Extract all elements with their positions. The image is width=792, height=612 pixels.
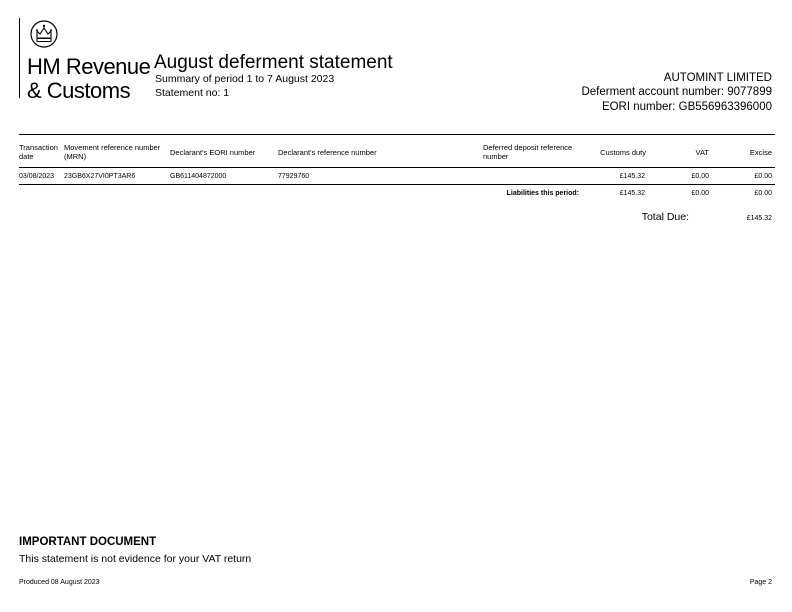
statement-number: Statement no: 1	[155, 87, 230, 99]
row-declarant-eori: GB611404872000	[170, 173, 227, 180]
important-heading: IMPORTANT DOCUMENT	[19, 536, 157, 548]
col-header-customs-duty: Customs duty	[600, 148, 646, 157]
vat-disclaimer: This statement is not evidence for your VAT return	[19, 553, 252, 565]
liabilities-excise: £0.00	[754, 190, 772, 197]
table-top-rule	[19, 134, 775, 135]
row-excise: £0.00	[754, 173, 772, 180]
header-rule	[19, 167, 775, 168]
org-name-line1: HM Revenue	[27, 54, 151, 79]
row-vat: £0.00	[691, 173, 709, 180]
org-name-line2: & Customs	[27, 78, 131, 103]
col-header-vat: VAT	[695, 148, 709, 157]
col-header-declarant-eori: Declarant's EORI number	[170, 148, 256, 157]
eori-number: EORI number: GB556963396000	[601, 101, 772, 113]
col-header-declarant-ref: Declarant's reference number	[278, 148, 377, 157]
royal-crest-icon	[30, 18, 58, 50]
company-name: AUTOMINT LIMITED	[663, 72, 772, 84]
page-number: Page 2	[749, 579, 772, 586]
produced-date: Produced 08 August 2023	[19, 579, 100, 586]
col-header-excise: Excise	[749, 148, 772, 157]
liabilities-customs-duty: £145.32	[619, 190, 645, 197]
deferment-account: Deferment account number: 9077899	[581, 86, 772, 98]
total-due-value: £145.32	[746, 215, 772, 222]
logo-divider	[19, 18, 20, 98]
row-customs-duty: £145.32	[619, 173, 645, 180]
page-title: August deferment statement	[154, 52, 393, 73]
col-header-mrn: Movement reference number (MRN)	[64, 143, 161, 161]
row-mrn: 23GB6X27VI0PT3AR6	[64, 173, 136, 180]
total-due-label: Total Due:	[641, 211, 689, 223]
liabilities-vat: £0.00	[691, 190, 709, 197]
liabilities-label: Liabilities this period:	[506, 190, 579, 197]
col-header-transaction-date: Transaction date	[19, 143, 58, 161]
col-header-deposit-ref: Deferred deposit reference number	[483, 143, 573, 161]
row-declarant-ref: 77929760	[278, 173, 310, 180]
row-transaction-date: 03/08/2023	[19, 173, 55, 180]
statement-period: Summary of period 1 to 7 August 2023	[155, 73, 335, 85]
row-rule	[19, 184, 775, 185]
